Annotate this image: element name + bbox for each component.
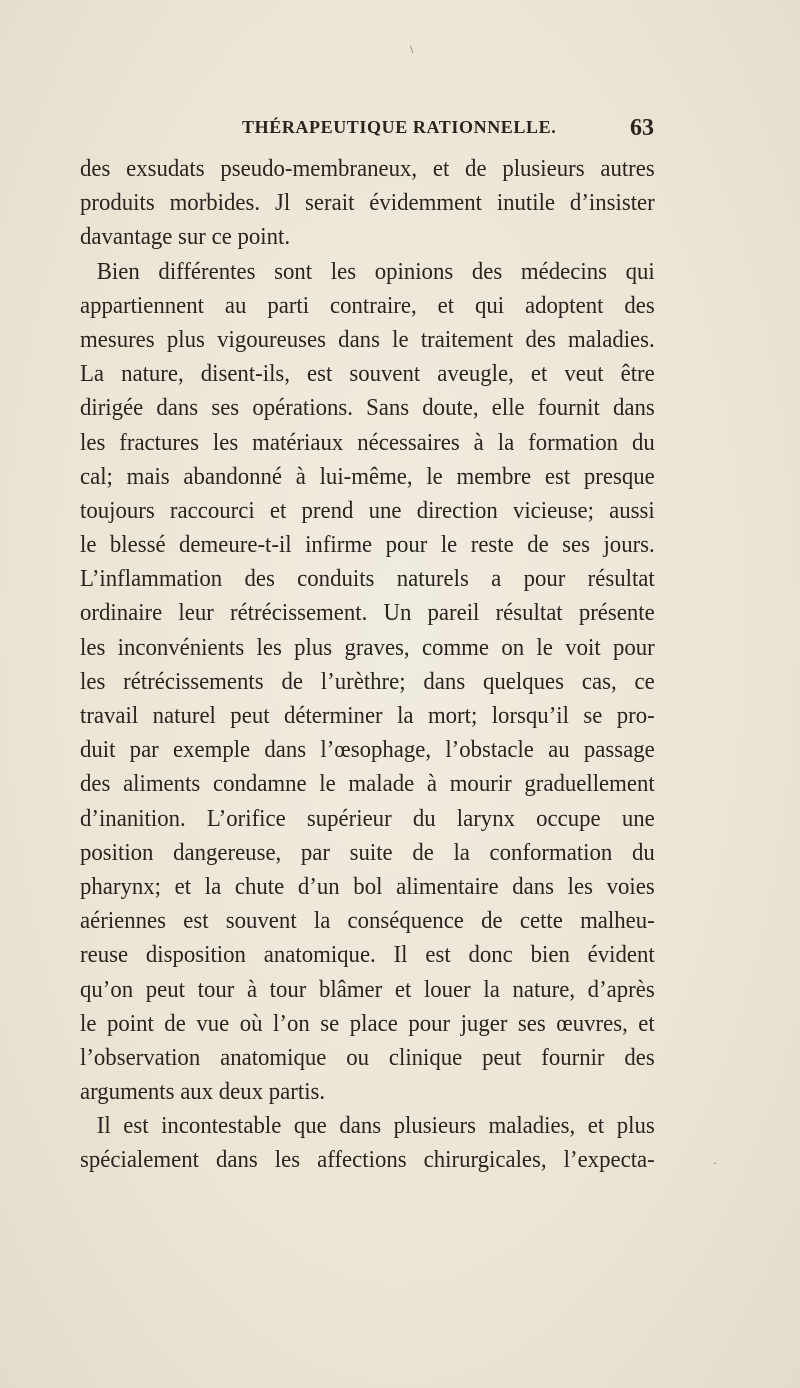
page-header bbox=[242, 115, 654, 145]
text-line: le point de vue où l’on se place pour juger ses œuvres, et bbox=[80, 1009, 655, 1037]
text-line: mesures plus vigoureuses dans le traitement des maladies. bbox=[80, 325, 655, 353]
text-line: aériennes est souvent la conséquence de cette malheu- bbox=[80, 907, 655, 935]
text-line: travail naturel peut déterminer la mort; lorsqu’il se pro- bbox=[80, 702, 655, 729]
text-line: des exsudats pseudo-membraneux, et de plusieurs autres bbox=[80, 155, 655, 182]
text-line: arguments aux deux partis. bbox=[80, 1078, 326, 1106]
text-line: des aliments condamne le malade à mourir graduellement bbox=[80, 770, 655, 798]
margin-mark: · bbox=[713, 1156, 717, 1170]
text-line: les rétrécissements de l’urèthre; dans quelques cas, ce bbox=[80, 667, 655, 695]
body-text bbox=[80, 152, 655, 1178]
text-line: cal; mais abandonné à lui-même, le membre est presque bbox=[80, 462, 655, 490]
text-line: position dangereuse, par suite de la conformation du bbox=[80, 838, 655, 866]
text-line: pharynx; et la chute d’un bol alimentaire dans les voies bbox=[80, 872, 655, 900]
text-line: dirigée dans ses opérations. Sans doute, elle fournit dans bbox=[80, 394, 655, 422]
text-line: L’inflammation des conduits naturels a pour résultat bbox=[80, 565, 655, 593]
text-line: appartiennent au parti contraire, et qui adoptent des bbox=[80, 291, 655, 319]
text-line: Il est incontestable que dans plusieurs maladies, et plus bbox=[96, 1112, 655, 1140]
text-line: La nature, disent-ils, est souvent aveugle, et veut être bbox=[80, 360, 655, 388]
text-line: davantage sur ce point. bbox=[80, 223, 291, 251]
text-line: spécialement dans les affections chirurgicales, l’expecta- bbox=[80, 1146, 655, 1174]
text-line: l’observation anatomique ou clinique peut fournir des bbox=[80, 1043, 655, 1071]
text-line: les inconvénients les plus graves, comme on le voit pour bbox=[80, 633, 655, 661]
text-line: qu’on peut tour à tour blâmer et louer la nature, d’après bbox=[80, 975, 655, 1003]
printer-mark: \ bbox=[410, 42, 414, 56]
page-number: 63 bbox=[630, 115, 654, 141]
text-line: Bien différentes sont les opinions des médecins qui bbox=[96, 257, 655, 285]
text-line: les fractures les matériaux nécessaires à la formation du bbox=[80, 428, 655, 456]
text-line: ordinaire leur rétrécissement. Un pareil résultat présente bbox=[80, 599, 655, 627]
text-line: reuse disposition anatomique. Il est donc bien évident bbox=[80, 941, 655, 969]
text-line: d’inanition. L’orifice supérieur du larynx occupe une bbox=[80, 804, 655, 832]
text-line: produits morbides. Jl serait évidemment inutile d’insister bbox=[80, 189, 655, 217]
text-line: toujours raccourci et prend une direction vicieuse; aussi bbox=[80, 496, 655, 524]
text-line: duit par exemple dans l’œsophage, l’obstacle au passage bbox=[80, 736, 655, 764]
running-title: THÉRAPEUTIQUE RATIONNELLE. bbox=[242, 117, 557, 137]
text-line: le blessé demeure-t-il infirme pour le reste de ses jours. bbox=[80, 531, 655, 559]
